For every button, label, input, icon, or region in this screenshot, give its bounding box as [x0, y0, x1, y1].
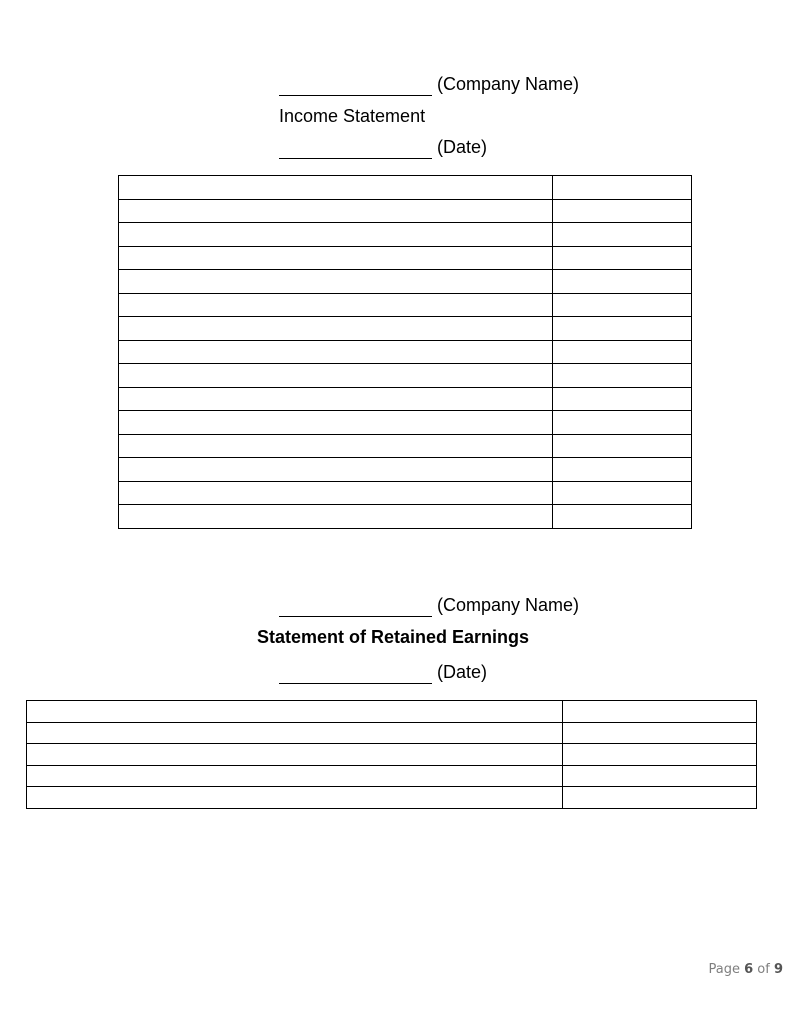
amount-cell[interactable] [563, 722, 757, 744]
description-cell[interactable] [119, 199, 553, 223]
table-row [119, 246, 692, 270]
amount-cell[interactable] [553, 505, 692, 529]
description-cell[interactable] [119, 364, 553, 388]
description-cell[interactable] [119, 246, 553, 270]
description-cell[interactable] [119, 434, 553, 458]
table-row [119, 481, 692, 505]
amount-cell[interactable] [553, 340, 692, 364]
table-row [119, 505, 692, 529]
retained-earnings-title: Statement of Retained Earnings [257, 627, 530, 647]
amount-cell[interactable] [553, 317, 692, 341]
date-blank[interactable] [279, 136, 432, 159]
table-row [27, 765, 757, 787]
amount-cell[interactable] [553, 293, 692, 317]
description-cell[interactable] [119, 223, 553, 247]
description-cell[interactable] [119, 270, 553, 294]
retained-company-line [279, 594, 579, 617]
amount-cell[interactable] [553, 176, 692, 200]
description-cell[interactable] [119, 293, 553, 317]
table-row [119, 364, 692, 388]
table-row [119, 340, 692, 364]
table-row [119, 411, 692, 435]
amount-cell[interactable] [553, 481, 692, 505]
table-row [119, 270, 692, 294]
amount-cell[interactable] [553, 458, 692, 482]
amount-cell[interactable] [563, 787, 757, 809]
amount-cell[interactable] [553, 270, 692, 294]
amount-cell[interactable] [553, 246, 692, 270]
page-number [708, 962, 783, 977]
description-cell[interactable] [119, 411, 553, 435]
table-row [119, 434, 692, 458]
table-row [119, 317, 692, 341]
page-prefix: Page [708, 962, 740, 977]
amount-cell[interactable] [553, 364, 692, 388]
description-cell[interactable] [27, 765, 563, 787]
date-blank[interactable] [279, 661, 432, 684]
description-cell[interactable] [119, 340, 553, 364]
description-cell[interactable] [119, 317, 553, 341]
description-cell[interactable] [119, 387, 553, 411]
amount-cell[interactable] [563, 744, 757, 766]
table-row [119, 176, 692, 200]
table-row [27, 701, 757, 723]
page-current: 6 [744, 962, 754, 977]
amount-cell[interactable] [553, 199, 692, 223]
description-cell[interactable] [27, 787, 563, 809]
company-name-label: (Company Name) [437, 595, 580, 615]
income-statement-title: Income Statement [279, 106, 426, 126]
description-cell[interactable] [119, 176, 553, 200]
page-of: of [757, 962, 770, 977]
table-row [119, 293, 692, 317]
amount-cell[interactable] [553, 387, 692, 411]
table-row [27, 744, 757, 766]
amount-cell[interactable] [553, 411, 692, 435]
description-cell[interactable] [119, 458, 553, 482]
amount-cell[interactable] [553, 223, 692, 247]
income-company-line [279, 73, 579, 96]
date-label: (Date) [437, 137, 488, 157]
table-row [119, 199, 692, 223]
page-total: 9 [773, 962, 783, 977]
table-row [119, 223, 692, 247]
description-cell[interactable] [27, 701, 563, 723]
description-cell[interactable] [119, 481, 553, 505]
description-cell[interactable] [27, 744, 563, 766]
income-date-line [279, 136, 487, 159]
date-label: (Date) [437, 662, 488, 682]
amount-cell[interactable] [553, 434, 692, 458]
company-name-blank[interactable] [279, 73, 432, 96]
company-name-label: (Company Name) [437, 74, 580, 94]
retained-date-line [279, 661, 487, 684]
amount-cell[interactable] [563, 765, 757, 787]
table-row [119, 458, 692, 482]
table-row [119, 387, 692, 411]
table-row [27, 722, 757, 744]
description-cell[interactable] [27, 722, 563, 744]
company-name-blank[interactable] [279, 594, 432, 617]
description-cell[interactable] [119, 505, 553, 529]
income-statement-table [118, 175, 692, 529]
retained-earnings-table [26, 700, 757, 809]
table-row [27, 787, 757, 809]
amount-cell[interactable] [563, 701, 757, 723]
